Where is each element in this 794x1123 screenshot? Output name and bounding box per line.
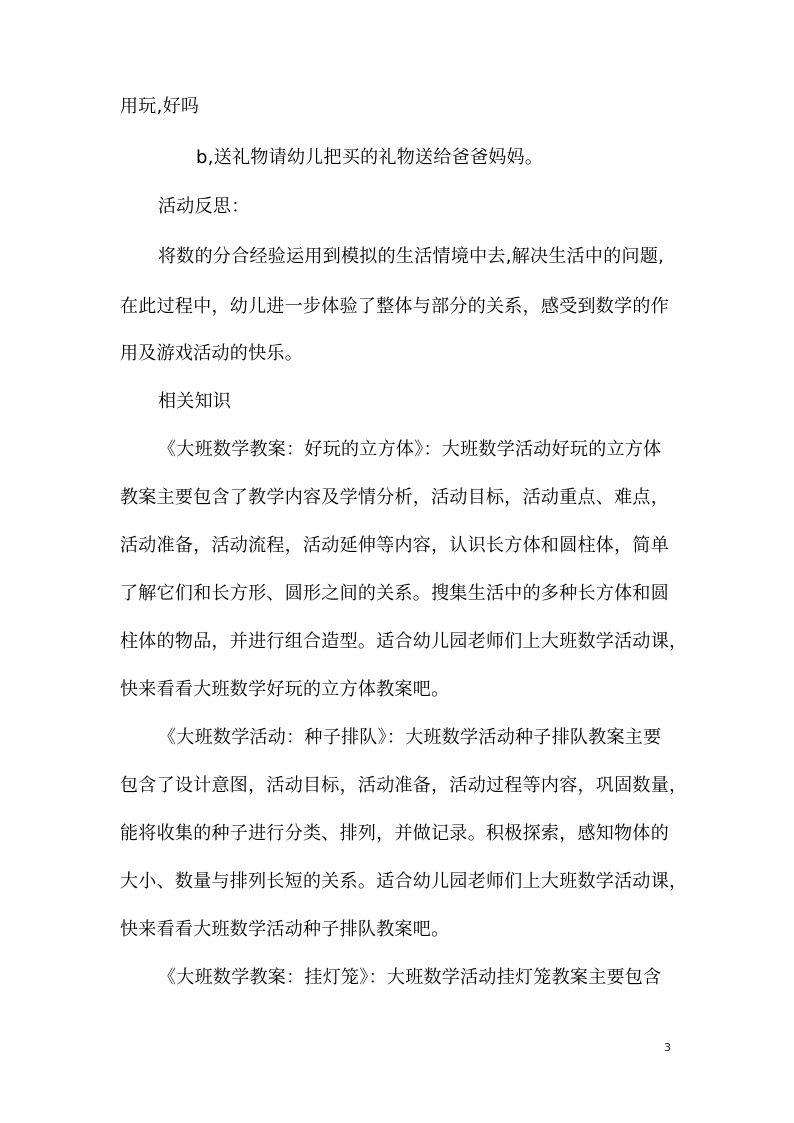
- section-heading: 活动反思：: [158, 196, 250, 217]
- text-line: 在此过程中，幼儿进一步体验了整体与部分的关系，感受到数学的作: [120, 296, 669, 317]
- text-line: 快来看看大班数学活动种子排队教案吧。: [120, 919, 450, 940]
- section-heading: 相关知识: [158, 391, 232, 412]
- text-line: 《大班数学教案：挂灯笼》：大班数学活动挂灯笼教案主要包含: [158, 967, 662, 988]
- text-line: 将数的分合经验运用到模拟的生活情境中去,解决生活中的问题,: [158, 246, 665, 267]
- text-line: 用玩,好吗: [120, 96, 200, 117]
- text-line: 柱体的物品，并进行组合造型。适合幼儿园老师们上大班数学活动课，: [120, 631, 688, 652]
- text-line: 教案主要包含了教学内容及学情分析，活动目标，活动重点、难点，: [120, 487, 669, 508]
- text-line: 包含了设计意图，活动目标，活动准备，活动过程等内容，巩固数量，: [120, 775, 688, 796]
- page-number: 3: [664, 1041, 671, 1054]
- text-line: 用及游戏活动的快乐。: [120, 343, 303, 364]
- text-line: 了解它们和长方形、圆形之间的关系。搜集生活中的多种长方体和圆: [120, 583, 669, 604]
- text-line: 大小、数量与排列长短的关系。适合幼儿园老师们上大班数学活动课，: [120, 871, 688, 892]
- text-line: 快来看看大班数学好玩的立方体教案吧。: [120, 679, 450, 700]
- text-line: 《大班数学活动：种子排队》：大班数学活动种子排队教案主要: [158, 727, 662, 748]
- text-line: 《大班数学教案：好玩的立方体》：大班数学活动好玩的立方体: [158, 439, 662, 460]
- text-line: 活动准备，活动流程，活动延伸等内容，认识长方体和圆柱体，简单: [120, 535, 669, 556]
- text-line: 能将收集的种子进行分类、排列，并做记录。积极探索，感知物体的: [120, 823, 669, 844]
- text-line: b,送礼物请幼儿把买的礼物送给爸爸妈妈。: [196, 147, 544, 168]
